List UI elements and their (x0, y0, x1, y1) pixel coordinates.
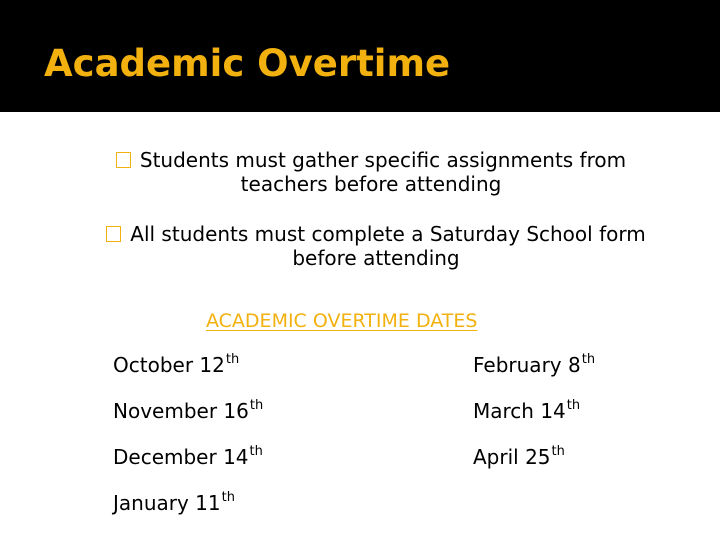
date-item (113, 352, 239, 378)
title-bar (0, 0, 720, 112)
date-text: January 11 (113, 491, 221, 515)
date-item (113, 444, 263, 470)
date-suffix: th (221, 490, 235, 505)
date-suffix: th (249, 398, 264, 413)
date-text: October 12 (113, 353, 225, 377)
bullet-line-2: before attending (292, 246, 460, 270)
date-suffix: th (551, 444, 565, 459)
date-text: February 8 (473, 353, 581, 377)
bullet-item-assignments (86, 148, 656, 196)
date-text: December 14 (113, 445, 249, 469)
date-item (473, 398, 580, 424)
date-text: November 16 (113, 399, 249, 423)
dates-heading: ACADEMIC OVERTIME DATES (206, 310, 478, 332)
bullet-line-2: teachers before attending (240, 172, 502, 196)
date-item (113, 398, 263, 424)
date-text: April 25 (473, 445, 551, 469)
checkbox-bullet-icon (116, 152, 131, 168)
bullet-line-1 (68, 222, 684, 246)
bullet-line-1 (86, 148, 656, 172)
date-item (113, 490, 235, 516)
date-suffix: th (581, 352, 596, 367)
slide-title: Academic Overtime (44, 42, 451, 85)
date-item (473, 352, 595, 378)
bullet-text: Students must gather specific assignments from (139, 148, 627, 172)
date-suffix: th (566, 398, 581, 413)
date-suffix: th (249, 444, 263, 459)
bullet-text: All students must complete a Saturday School form (130, 222, 646, 246)
date-suffix: th (225, 352, 240, 367)
date-item (473, 444, 565, 470)
date-text: March 14 (473, 399, 566, 423)
checkbox-bullet-icon (106, 226, 121, 242)
bullet-item-saturday-form (68, 222, 684, 270)
